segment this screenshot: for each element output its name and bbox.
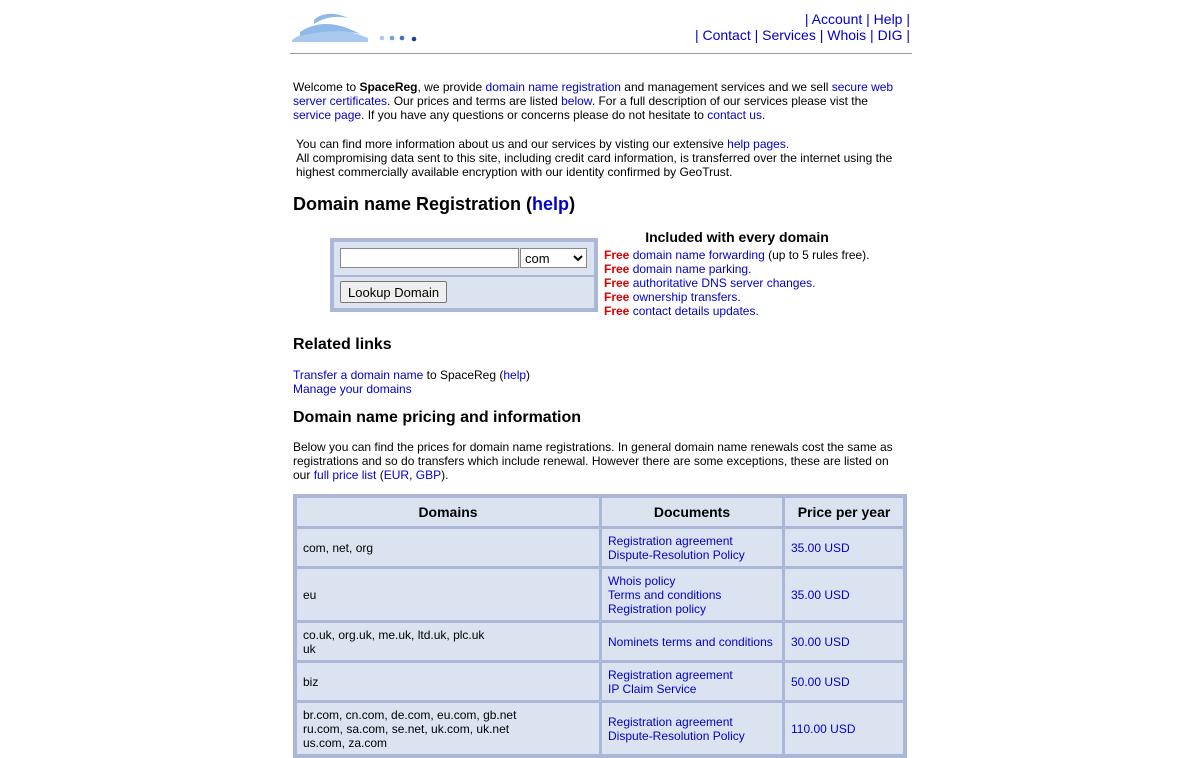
document-link[interactable]: Terms and conditions: [608, 587, 722, 602]
price-link[interactable]: 110.00 USD: [791, 721, 856, 736]
manage-domains-link[interactable]: Manage your domains: [293, 382, 412, 396]
price-link[interactable]: 35.00 USD: [791, 540, 850, 555]
table-row: [297, 663, 903, 700]
feature-item: Free domain name parking.: [604, 262, 752, 276]
nav-whois-link[interactable]: Whois: [827, 27, 867, 43]
price-cell: [785, 529, 903, 566]
documents-cell: [602, 623, 782, 660]
service-page-link[interactable]: service page: [293, 108, 362, 122]
price-link[interactable]: 50.00 USD: [791, 674, 850, 689]
contact-updates-link[interactable]: contact details updates.: [632, 304, 759, 318]
documents-cell: [602, 569, 782, 620]
table-row: [297, 569, 903, 620]
documents-cell: [602, 703, 782, 754]
document-link[interactable]: Nominets terms and conditions: [608, 634, 773, 649]
forwarding-link[interactable]: domain name forwarding: [632, 248, 765, 262]
nav-services-link[interactable]: Services: [762, 27, 816, 43]
domains-cell: co.uk, org.uk, me.uk, ltd.uk, plc.uk uk: [297, 623, 599, 660]
contact-us-link[interactable]: contact us: [707, 108, 762, 122]
ownership-transfers-link[interactable]: ownership transfers.: [632, 290, 741, 304]
certificates-link[interactable]: secure web server certificates: [293, 80, 894, 108]
price-cell: [785, 623, 903, 660]
document-link[interactable]: Whois policy: [608, 573, 676, 588]
registration-heading: Domain name Registration (help): [293, 194, 576, 214]
spacereg-logo[interactable]: [290, 8, 430, 48]
registration-help-link[interactable]: help: [532, 194, 570, 214]
pricing-table: [293, 494, 907, 758]
eur-link[interactable]: EUR: [383, 468, 410, 482]
price-cell: [785, 703, 903, 754]
brand-name: SpaceReg: [359, 80, 418, 94]
pricing-heading: Domain name pricing and information: [293, 409, 582, 426]
domain-search-box: [330, 238, 598, 312]
gbp-link[interactable]: GBP: [415, 468, 442, 482]
price-link[interactable]: 35.00 USD: [791, 587, 850, 602]
price-cell: [785, 569, 903, 620]
document-link[interactable]: Registration agreement: [608, 533, 733, 548]
info-paragraph: You can find more information about us and our services by visting our extensive help pages. All compromising data sent to this site, including credit card information, is transferred over the internet using the highest commercially available encryption with our identity confirmed by GeoTrust.: [296, 137, 893, 179]
top-navigation: | Account | Help | | Contact | Services | Whois | DIG |: [694, 11, 910, 43]
feature-item: Free domain name forwarding (up to 5 rules free).: [604, 248, 870, 262]
table-row: [297, 703, 903, 754]
help-pages-link[interactable]: help pages: [727, 137, 786, 151]
button-row: [334, 277, 594, 308]
document-link[interactable]: IP Claim Service: [608, 681, 697, 696]
included-features: [604, 230, 904, 318]
table-row: [297, 529, 903, 566]
price-link[interactable]: 30.00 USD: [791, 634, 850, 649]
transfer-domain-link[interactable]: Transfer a domain name: [293, 368, 424, 382]
domains-cell: br.com, cn.com, de.com, eu.com, gb.net ru.com, sa.com, se.net, uk.com, uk.net us.com, za.com: [297, 703, 599, 754]
related-links: Transfer a domain name to SpaceReg (help) Manage your domains: [293, 368, 531, 396]
included-title: Included with every domain: [645, 229, 829, 245]
table-header-row: [297, 498, 903, 526]
document-link[interactable]: Registration agreement: [608, 667, 733, 682]
nav-account-link[interactable]: Account: [811, 11, 863, 27]
price-cell: [785, 663, 903, 700]
lookup-domain-button[interactable]: Lookup Domain: [340, 281, 447, 303]
domains-cell: biz: [297, 663, 599, 700]
column-header-price: Price per year: [785, 498, 903, 526]
pricing-paragraph: Below you can find the prices for domain name registrations. In general domain name renewals cost the same as registrations and so do transfers which include renewal. However there are some exceptions, these are listed on our full price list (EUR, GBP).: [293, 440, 893, 482]
table-row: [297, 623, 903, 660]
feature-item: Free contact details updates.: [604, 304, 759, 318]
below-link[interactable]: below: [561, 94, 592, 108]
document-link[interactable]: Registration policy: [608, 601, 707, 616]
feature-item: Free authoritative DNS server changes.: [604, 276, 816, 290]
column-header-domains: Domains: [297, 498, 599, 526]
domains-cell: eu: [297, 569, 599, 620]
feature-item: Free ownership transfers.: [604, 290, 741, 304]
documents-cell: [602, 663, 782, 700]
documents-cell: [602, 529, 782, 566]
document-link[interactable]: Registration agreement: [608, 714, 733, 729]
nav-contact-link[interactable]: Contact: [702, 27, 751, 43]
related-links-heading: Related links: [293, 336, 392, 353]
registration-link[interactable]: domain name registration: [485, 80, 621, 94]
intro-paragraph: Welcome to SpaceReg, we provide domain name registration and management services and we sell secure web server certificates. Our prices and terms are listed below. For a full description of our services please vist the service page. If you have any questions or concerns please do not hesitate to contact us.: [293, 80, 894, 122]
search-row: [334, 242, 594, 275]
parking-link[interactable]: domain name parking.: [632, 262, 752, 276]
document-link[interactable]: Dispute-Resolution Policy: [608, 547, 745, 562]
tld-select[interactable]: [520, 248, 587, 268]
nav-help-link[interactable]: Help: [873, 11, 903, 27]
full-price-list-link[interactable]: full price list: [313, 468, 377, 482]
column-header-documents: Documents: [602, 498, 782, 526]
document-link[interactable]: Dispute-Resolution Policy: [608, 728, 745, 743]
transfer-help-link[interactable]: help: [503, 368, 527, 382]
domain-input[interactable]: [340, 248, 519, 268]
header-divider: [290, 53, 912, 54]
dns-changes-link[interactable]: authoritative DNS server changes.: [632, 276, 816, 290]
nav-dig-link[interactable]: DIG: [877, 27, 903, 43]
security-note: All compromising data sent to this site, including credit card information, is transferred over the internet using the highest commercially available encryption with our identity confirmed by GeoTrust.: [296, 151, 893, 179]
domains-cell: com, net, org: [297, 529, 599, 566]
